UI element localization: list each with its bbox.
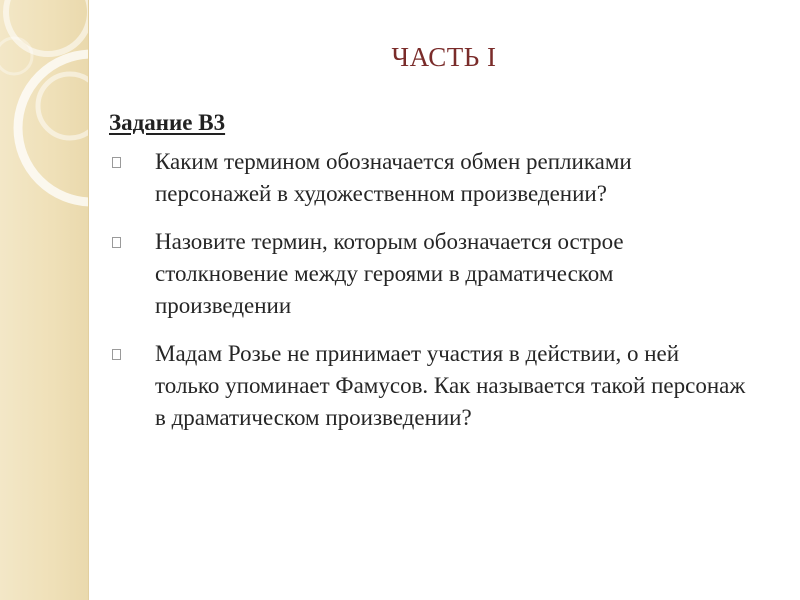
slide-title: ЧАСТЬ I (391, 42, 497, 72)
decorative-rings (0, 0, 88, 600)
question-text: Назовите термин, которым обозначается острое столкновение между героями в драматическом произведении (155, 229, 624, 318)
task-heading: Задание В3 (109, 110, 226, 135)
decor-ring-top (6, 0, 88, 54)
list-item (108, 146, 748, 210)
bullet-square-icon (112, 157, 121, 168)
question-text: Каким термином обозначается обмен репликами персонажей в художественном произведении? (155, 149, 632, 206)
decor-ring-small (38, 74, 88, 138)
list-item (108, 338, 748, 434)
list-item (108, 226, 748, 322)
question-list (108, 146, 748, 450)
bullet-square-icon (112, 237, 121, 248)
decorative-side-panel (0, 0, 89, 600)
question-text: Мадам Розье не принимает участия в действии, о ней только упоминает Фамусов. Как называется такой персонаж в драматическом произведении? (155, 341, 746, 430)
bullet-square-icon (112, 349, 121, 360)
